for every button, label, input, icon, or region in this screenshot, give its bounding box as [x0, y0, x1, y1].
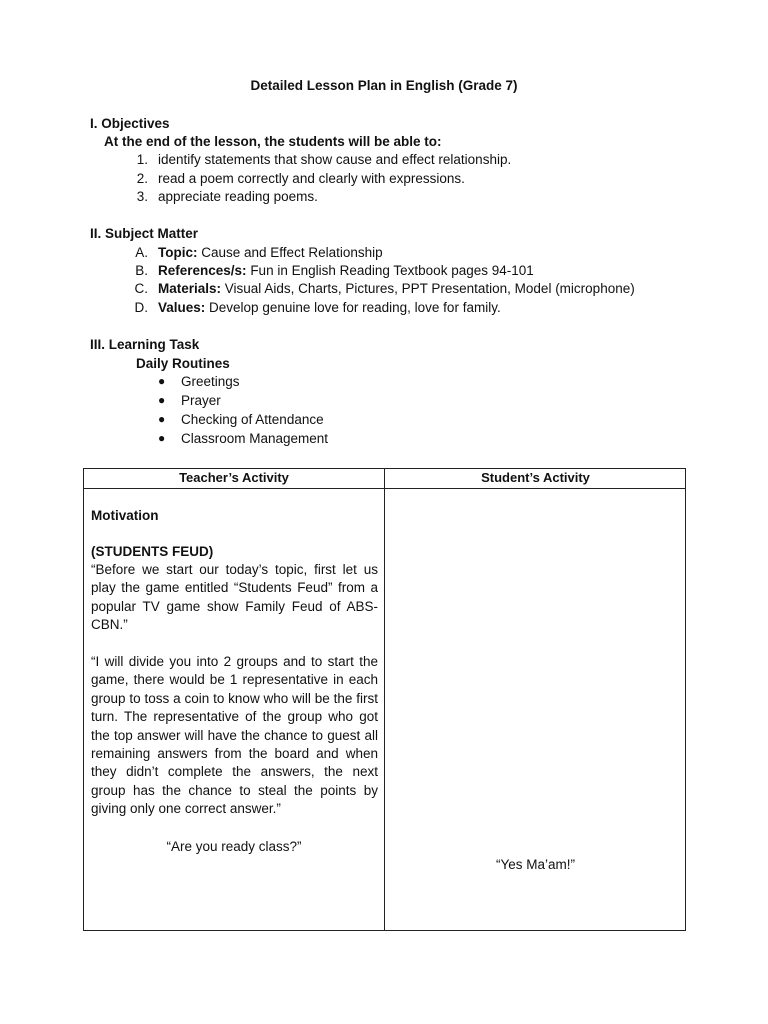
- subject-item-text: Develop genuine love for reading, love for family.: [205, 300, 501, 315]
- motivation-heading: Motivation: [91, 508, 159, 523]
- routine-item: Classroom Management: [181, 431, 329, 446]
- subject-item-label: Materials:: [158, 281, 222, 296]
- teacher-question: “Are you ready class?”: [166, 839, 302, 854]
- bullet-icon: ●: [158, 374, 166, 388]
- routine-item: Greetings: [181, 374, 240, 389]
- subject-item-label: Values:: [158, 300, 206, 315]
- routine-item: Checking of Attendance: [181, 412, 324, 427]
- daily-routines-heading: Daily Routines: [136, 356, 230, 371]
- subject-item-values: [158, 299, 501, 317]
- subject-item-text: Cause and Effect Relationship: [197, 245, 383, 260]
- subject-item-letter: B.: [135, 263, 148, 278]
- subject-item-letter: C.: [134, 281, 148, 296]
- objective-item: appreciate reading poems.: [158, 189, 318, 204]
- learning-task-heading: III. Learning Task: [90, 337, 200, 352]
- page-title: Detailed Lesson Plan in English (Grade 7): [250, 78, 518, 93]
- subject-item-label: References/s:: [158, 263, 247, 278]
- bullet-icon: ●: [158, 412, 166, 426]
- subject-item-materials: [158, 280, 635, 298]
- objective-number: 3.: [136, 189, 148, 204]
- student-reply: “Yes Ma’am!”: [495, 857, 576, 872]
- objective-item: read a poem correctly and clearly with expressions.: [158, 171, 465, 186]
- teacher-activity-header: Teacher’s Activity: [179, 470, 289, 485]
- objective-number: 2.: [136, 171, 148, 186]
- subject-item-text: Fun in English Reading Textbook pages 94-101: [246, 263, 534, 278]
- objectives-intro: At the end of the lesson, the students will be able to:: [104, 134, 442, 149]
- subject-item-topic: [158, 244, 383, 262]
- header-divider: [84, 488, 685, 489]
- teacher-paragraph-intro: “Before we start our today’s topic, first let us play the game entitled “Students Feud” from a popular TV game show Family Feud of ABS-CBN.”: [91, 562, 378, 633]
- activity-table: [83, 468, 686, 931]
- objectives-heading: I. Objectives: [90, 116, 170, 131]
- routine-item: Prayer: [181, 393, 221, 408]
- subject-matter-heading: II. Subject Matter: [90, 226, 199, 241]
- bullet-icon: ●: [158, 393, 166, 407]
- objective-number: 1.: [136, 152, 148, 167]
- objective-item: identify statements that show cause and effect relationship.: [158, 152, 512, 167]
- student-activity-header: Student’s Activity: [481, 470, 590, 485]
- subject-item-text: Visual Aids, Charts, Pictures, PPT Presentation, Model (microphone): [221, 281, 635, 296]
- subject-item-letter: D.: [134, 300, 148, 315]
- subject-item-references: [158, 262, 534, 280]
- teacher-paragraph-instructions: “I will divide you into 2 groups and to start the game, there would be 1 representative in each group to toss a coin to know who will be the first turn. The representative of the group who got the top answer will have the chance to guest all remaining answers from the board and when they didn’t complete the answers, the next group has the chance to steal the points by giving only one correct answer.”: [91, 654, 378, 817]
- game-title: (STUDENTS FEUD): [91, 544, 214, 559]
- subject-item-letter: A.: [135, 245, 148, 260]
- bullet-icon: ●: [158, 431, 166, 445]
- subject-item-label: Topic:: [158, 245, 198, 260]
